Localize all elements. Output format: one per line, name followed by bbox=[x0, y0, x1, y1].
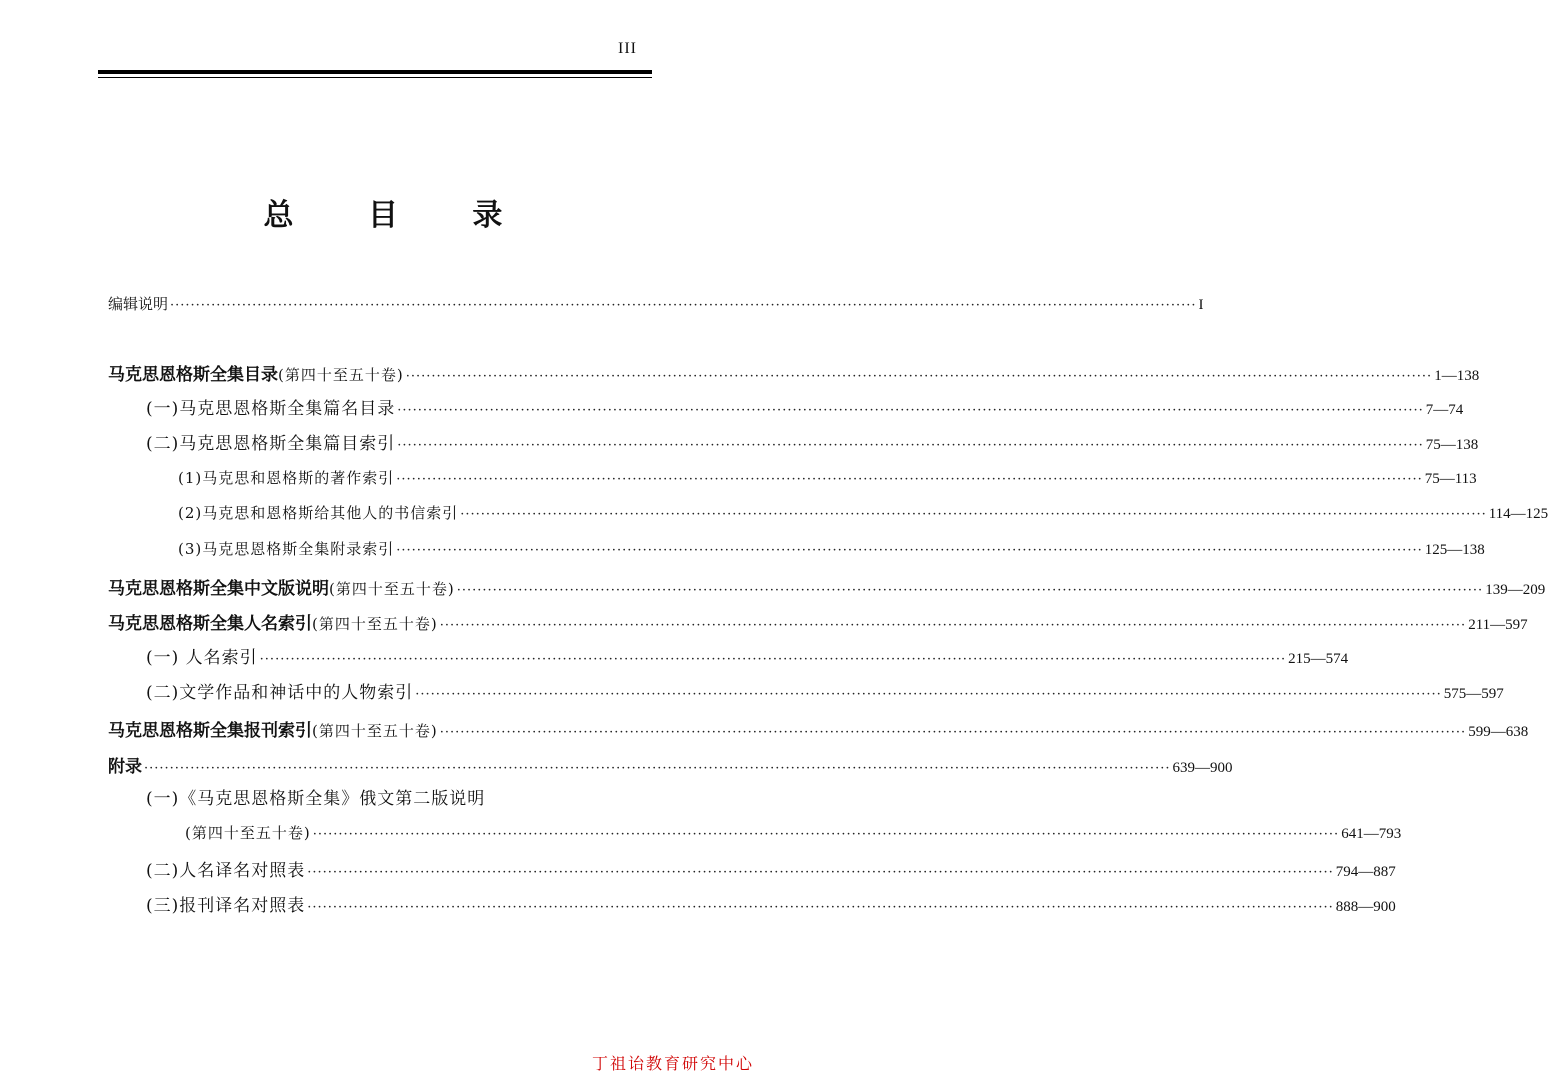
toc-entry bbox=[146, 891, 1396, 916]
toc-entry-page: 575—597 bbox=[1443, 686, 1504, 702]
toc-dot-leader: ········································································································································································································ bbox=[405, 369, 1433, 384]
toc-entry bbox=[108, 360, 1480, 385]
toc-dot-leader: ········································································································································································································ bbox=[456, 583, 1484, 598]
toc-entry-label: (一)马克思恩格斯全集篇名目录 bbox=[146, 399, 396, 419]
header-rule-thin bbox=[98, 77, 652, 78]
toc-entry-label: (二)马克思恩格斯全集篇目索引 bbox=[146, 434, 396, 454]
toc-dot-leader: ········································································································································································································ bbox=[396, 472, 1423, 487]
toc-entry-page: 215—574 bbox=[1288, 651, 1349, 667]
toc-entry bbox=[146, 643, 1349, 668]
toc-entry-label: (一)《马克思恩格斯全集》俄文第二版说明 bbox=[146, 789, 486, 809]
toc-entry-page: 1—138 bbox=[1434, 368, 1480, 384]
toc-entry bbox=[108, 609, 1528, 634]
toc-entry-label: 马克思恩格斯全集人名索引 bbox=[108, 614, 312, 634]
toc-dot-leader: ········································································································································································································ bbox=[170, 298, 1197, 313]
toc-entry-page: I bbox=[1198, 297, 1204, 313]
toc-dot-leader: ········································································································································································································ bbox=[144, 761, 1171, 776]
toc-entry-page: 7—74 bbox=[1425, 402, 1464, 418]
toc-entry bbox=[108, 293, 1204, 314]
toc-entry bbox=[108, 716, 1529, 741]
toc-entry-label: 马克思恩格斯全集报刊索引 bbox=[108, 721, 312, 741]
toc-dot-leader: ········································································································································································································ bbox=[396, 543, 1423, 558]
toc-entry-label: (二)文学作品和神话中的人物索引 bbox=[146, 683, 414, 703]
page-number: III bbox=[618, 40, 637, 57]
toc-entry bbox=[146, 784, 485, 809]
toc-entry bbox=[178, 502, 1548, 523]
toc-dot-leader: ········································································································································································································ bbox=[460, 507, 1487, 522]
toc-dot-leader: ········································································································································································································ bbox=[439, 725, 1467, 740]
toc-dot-leader: ········································································································································································································ bbox=[312, 827, 1340, 842]
toc-dot-leader: ········································································································································································································ bbox=[397, 438, 1424, 453]
toc-dot-leader: ········································································································································································································ bbox=[415, 687, 1442, 702]
watermark-text: 丁祖诒教育研究中心 bbox=[591, 1054, 754, 1073]
toc-entry-label: 马克思恩格斯全集中文版说明 bbox=[108, 579, 329, 599]
toc-entry-page: 75—113 bbox=[1424, 471, 1477, 487]
page-title: 总 目 录 bbox=[263, 198, 535, 233]
toc-entry-page: 639—900 bbox=[1172, 760, 1233, 776]
toc-entry bbox=[146, 429, 1479, 454]
toc-entry-volumes: (第四十至五十卷) bbox=[329, 580, 455, 598]
toc-entry bbox=[185, 822, 1402, 843]
toc-entry-volumes: (第四十至五十卷) bbox=[312, 722, 438, 740]
toc-entry-label: (第四十至五十卷) bbox=[185, 824, 311, 842]
toc-dot-leader: ········································································································································································································ bbox=[307, 900, 1334, 915]
toc-entry-label: (一) 人名索引 bbox=[146, 648, 258, 668]
toc-entry bbox=[108, 574, 1546, 599]
toc-dot-leader: ········································································································································································································ bbox=[397, 403, 1424, 418]
toc-entry-label: (2)马克思和恩格斯给其他人的书信索引 bbox=[178, 504, 459, 522]
toc-entry-label: (二)人名译名对照表 bbox=[146, 861, 306, 881]
toc-entry-label: 编辑说明 bbox=[108, 295, 169, 313]
toc-entry-page: 211—597 bbox=[1468, 617, 1528, 633]
toc-entry bbox=[146, 856, 1396, 881]
toc-entry-volumes: (第四十至五十卷) bbox=[312, 615, 438, 633]
toc-dot-leader: ········································································································································································································ bbox=[307, 865, 1334, 880]
toc-dot-leader: ········································································································································································································ bbox=[439, 618, 1467, 633]
toc-entry-page: 125—138 bbox=[1424, 542, 1485, 558]
toc-entry-page: 888—900 bbox=[1335, 899, 1396, 915]
toc-entry bbox=[146, 394, 1464, 419]
toc-entry-page: 794—887 bbox=[1335, 864, 1396, 880]
header-rule-thick bbox=[98, 70, 652, 74]
toc-entry-label: (三)报刊译名对照表 bbox=[146, 896, 306, 916]
toc-entry bbox=[108, 752, 1233, 777]
toc-entry-label: (1)马克思和恩格斯的著作索引 bbox=[178, 469, 395, 487]
toc-entry-label: 附录 bbox=[108, 757, 142, 777]
toc-entry-page: 599—638 bbox=[1468, 724, 1529, 740]
toc-dot-leader: ········································································································································································································ bbox=[259, 652, 1287, 667]
toc-entry-page: 641—793 bbox=[1341, 826, 1402, 842]
toc-entry bbox=[146, 678, 1504, 703]
toc-entry-page: 75—138 bbox=[1425, 437, 1479, 453]
toc-entry-label: 马克思恩格斯全集目录 bbox=[108, 365, 278, 385]
toc-entry-page: 139—209 bbox=[1485, 582, 1546, 598]
toc-entry-volumes: (第四十至五十卷) bbox=[278, 366, 404, 384]
toc-entry-label: (3)马克思恩格斯全集附录索引 bbox=[178, 540, 395, 558]
toc-entry bbox=[178, 467, 1477, 488]
toc-entry bbox=[178, 538, 1485, 559]
toc-entry-page: 114—125 bbox=[1488, 506, 1548, 522]
